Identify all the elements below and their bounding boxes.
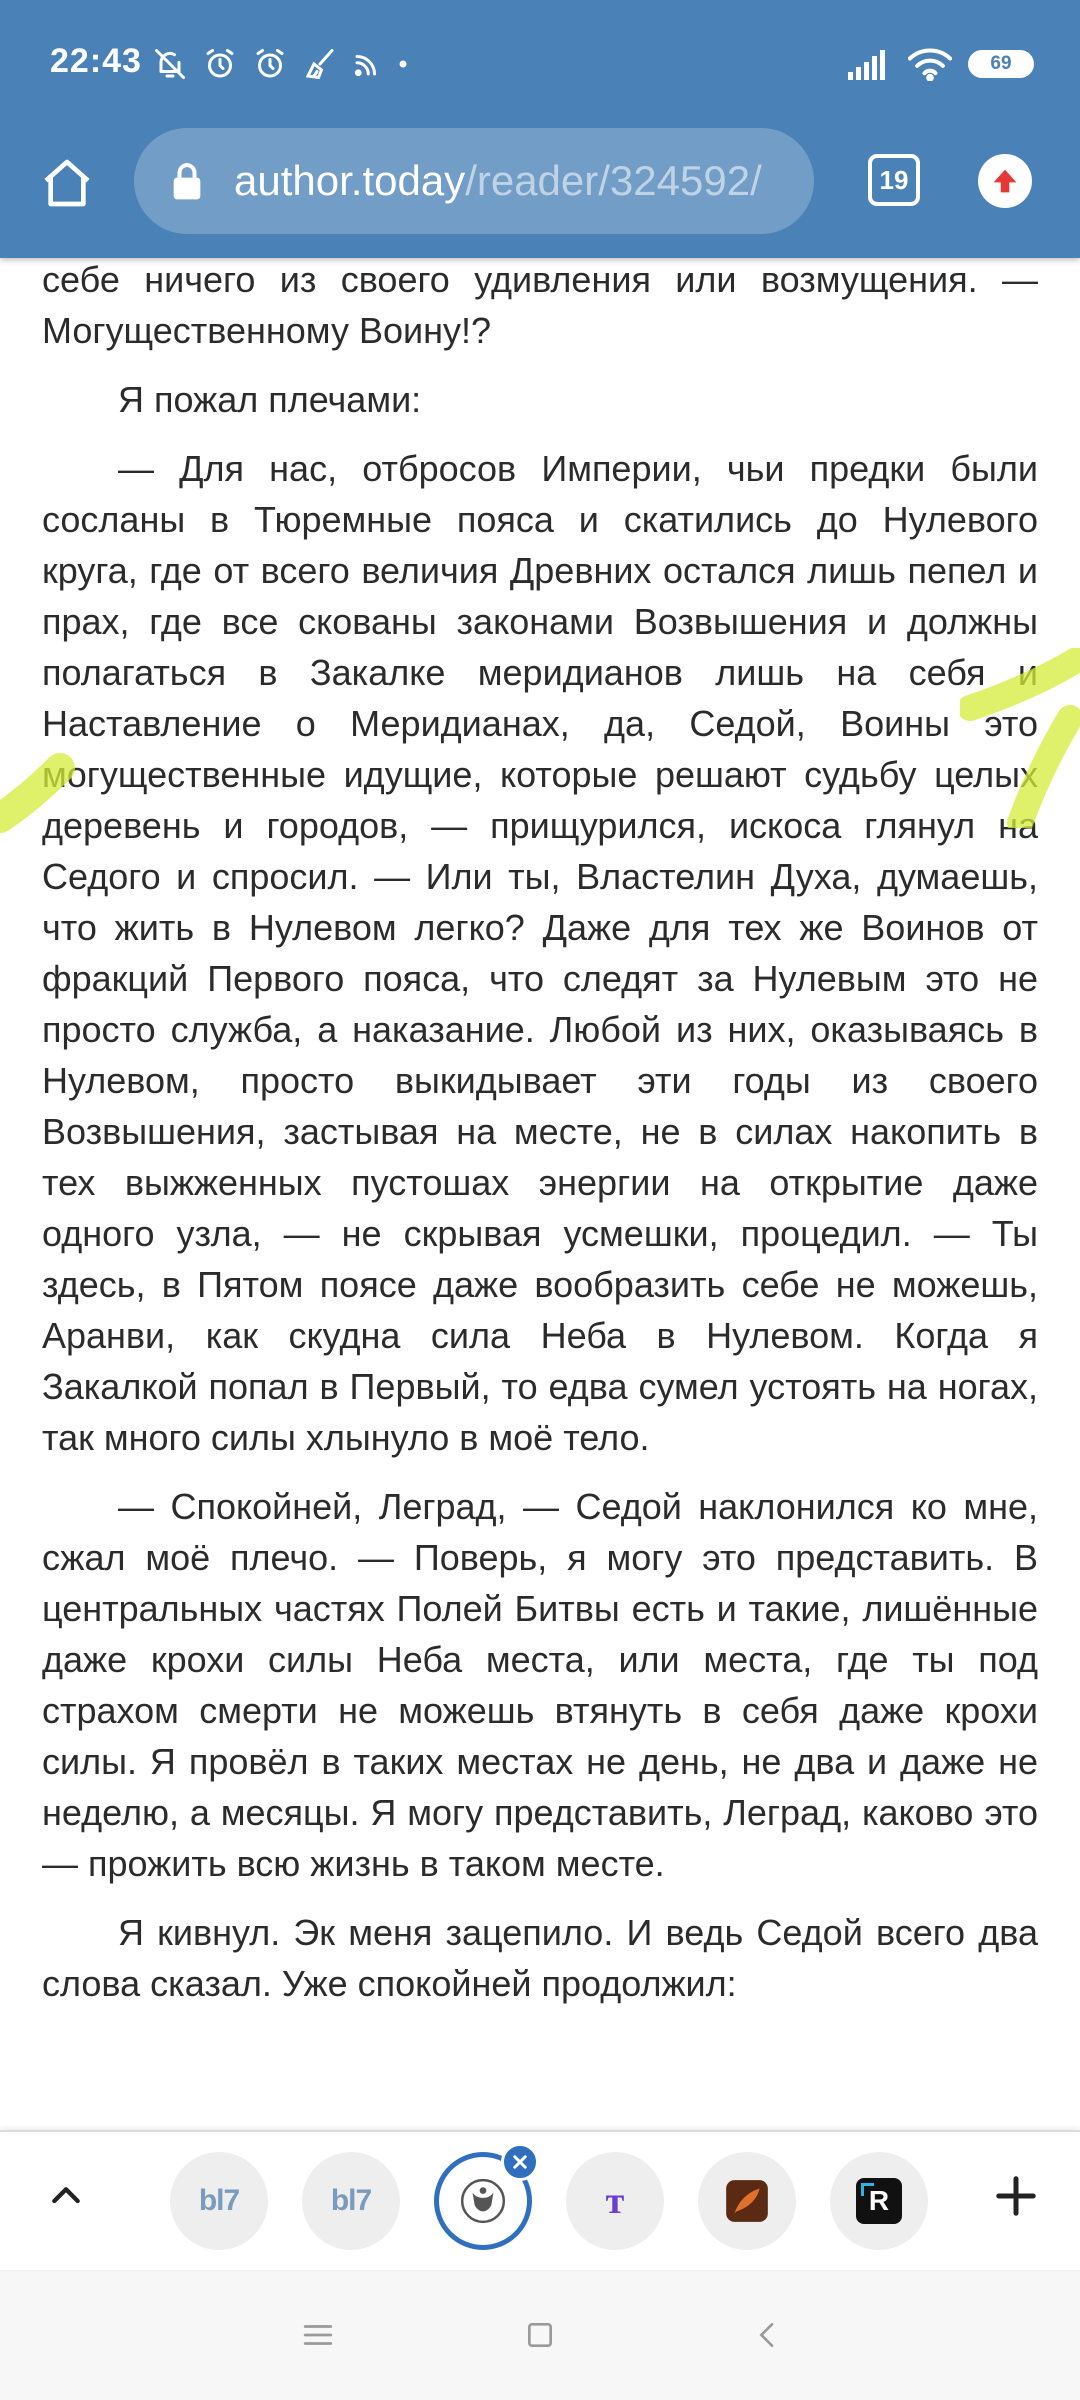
alarm-icon xyxy=(252,46,288,82)
close-tab-button[interactable] xyxy=(501,2143,539,2181)
crest-icon xyxy=(458,2176,508,2226)
notification-icons xyxy=(152,44,410,84)
tab-author-today[interactable] xyxy=(434,2152,532,2250)
paragraph: Я пожал плечами: xyxy=(118,379,422,420)
system-status-icons xyxy=(848,44,1034,84)
status-bar xyxy=(0,0,1080,128)
r-logo-corner xyxy=(861,2183,874,2196)
feather-icon xyxy=(722,2176,772,2226)
bl-logo-icon: bl7 xyxy=(198,2184,240,2217)
back-button[interactable] xyxy=(746,2313,790,2357)
lock-icon xyxy=(170,161,204,201)
paragraph: Я кивнул. Эк меня зацепило. И ведь Седой всего два слова сказал. Уже спокойней продолжил: xyxy=(42,1912,1038,2004)
home-button[interactable] xyxy=(36,152,98,214)
tab-bl-1[interactable] xyxy=(170,2152,268,2250)
home-nav-button[interactable] xyxy=(518,2313,562,2357)
tab-r[interactable] xyxy=(830,2152,928,2250)
arrow-up-icon xyxy=(988,164,1022,198)
address-bar[interactable] xyxy=(134,128,814,234)
expand-toolbar-button[interactable] xyxy=(42,2172,90,2220)
recents-button[interactable] xyxy=(296,2313,340,2357)
silent-bell-icon xyxy=(152,46,188,82)
bottom-toolbar xyxy=(0,2130,1080,2270)
alarm-icon xyxy=(202,46,238,82)
wifi-icon xyxy=(908,47,952,81)
status-time: 22:43 xyxy=(50,42,142,80)
square-icon xyxy=(524,2319,556,2351)
update-button[interactable] xyxy=(978,154,1032,208)
url-text xyxy=(234,157,762,205)
tab-t[interactable] xyxy=(566,2152,664,2250)
new-tab-button[interactable] xyxy=(990,2170,1042,2222)
url-path: /reader/324592/ xyxy=(465,157,762,204)
home-icon xyxy=(39,155,95,211)
browser-top-bar xyxy=(0,0,1080,258)
reader-content[interactable] xyxy=(0,258,1080,2130)
chevron-left-icon xyxy=(752,2319,784,2351)
r-logo-icon xyxy=(856,2178,902,2224)
dot-icon xyxy=(396,57,410,71)
bl-logo-icon: bl7 xyxy=(330,2184,372,2217)
address-bar-row xyxy=(0,128,1080,258)
close-icon xyxy=(511,2153,529,2171)
cast-icon xyxy=(352,49,382,79)
tab-feather[interactable] xyxy=(698,2152,796,2250)
plus-icon xyxy=(993,2173,1039,2219)
tab-bl-2[interactable] xyxy=(302,2152,400,2250)
r-logo-letter: R xyxy=(868,2185,890,2216)
paragraph: себе ничего из своего удивления или возмущения. — Могущественному Воину!? xyxy=(42,259,1038,351)
url-domain: author.today xyxy=(234,157,466,204)
paragraph: — Спокойней, Леград, — Седой наклонился ко мне, сжал моё плечо. — Поверь, я могу это представить. В центральных частях Полей Битвы есть и такие, лишённые даже крохи силы Неба места, или места, где ты под страхом смерти не можешь втянуть в себя даже крохи силы. Я провёл в таких местах не день, не два и даже не неделю, а месяцы. Я могу представить, Леград, каково это — прожить всю жизнь в таком месте. xyxy=(42,1486,1038,1884)
battery-icon: 69 xyxy=(968,50,1034,78)
paragraph: — Для нас, отбросов Империи, чьи предки были сосланы в Тюремные пояса и скатились до Нулевого круга, где от всего величия Древних остался лишь пепел и прах, где все скованы законами Возвышения и должны полагаться в Закалке меридианов лишь на себя и Наставление о Меридианах, да, Седой, Воины это могущественные идущие, которые решают судьбу целых деревень и городов, — прищурился, искоса глянул на Седого и спросил. — Или ты, Властелин Духа, думаешь, что жить в Нулевом легко? Даже для тех же Воинов от фракций Первого пояса, что следят за Нулевым это не просто служба, а наказание. Любой из них, оказываясь в Нулевом, просто выкидывает эти годы из своего Возвышения, застывая на месте, не в силах накопить в тех выжженных пустошах энергии на открытие даже одного узла, — не скрывая усмешки, процедил. — Ты здесь, в Пятом поясе даже вообразить себе не можешь, Аранви, как скудна сила Неба в Нулевом. Когда я Закалкой попал в Первый, то едва сумел устоять на ногах, так много силы хлынуло в моё тело. xyxy=(42,448,1038,1458)
tab-switcher-button[interactable]: 19 xyxy=(868,154,920,206)
system-navigation-bar xyxy=(0,2268,1080,2400)
menu-icon xyxy=(301,2320,335,2350)
chevron-up-icon xyxy=(46,2176,86,2216)
chapter-text xyxy=(42,258,1038,2027)
t-logo-icon: т xyxy=(605,2180,625,2222)
signal-icon xyxy=(848,48,892,80)
broom-icon xyxy=(302,46,338,82)
